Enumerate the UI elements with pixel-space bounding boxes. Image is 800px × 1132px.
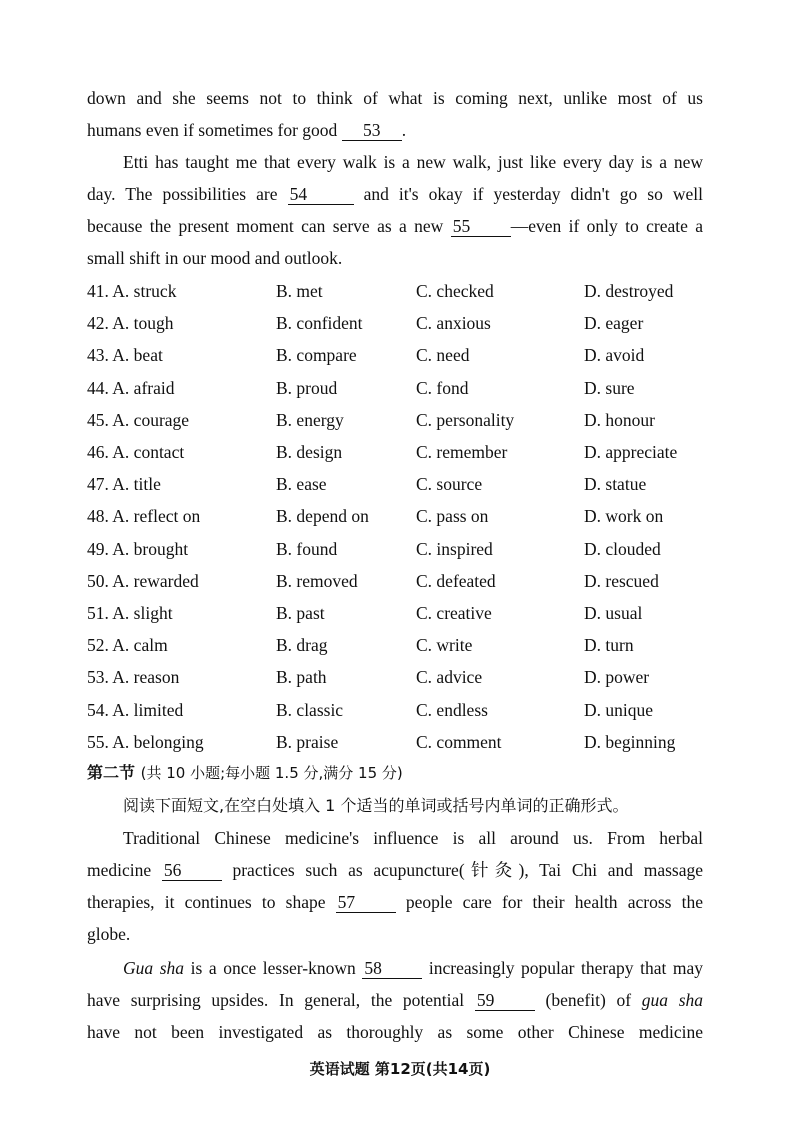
option-b: B. met — [276, 281, 323, 301]
option-a: 54. A. limited — [87, 700, 184, 720]
option-a: 53. A. reason — [87, 667, 180, 687]
option-row — [87, 569, 703, 593]
passage-text: is a once lesser-known — [190, 958, 356, 978]
option-row — [87, 537, 703, 561]
passage-text: and it's okay if yesterday didn't go so well — [363, 184, 703, 204]
option-b: B. energy — [276, 410, 344, 430]
passage-line — [87, 988, 703, 1012]
passage-text: because the present moment can serve as a new — [87, 216, 444, 236]
option-a: 48. A. reflect on — [87, 506, 201, 526]
passage-line — [87, 890, 703, 914]
option-d: D. rescued — [584, 571, 659, 591]
passage-line — [87, 182, 703, 206]
passage-line — [123, 956, 703, 980]
passage-line — [87, 214, 703, 238]
passage-line — [87, 858, 703, 882]
option-row — [87, 279, 703, 303]
option-b: B. confident — [276, 313, 363, 333]
passage-text: practices such as acupuncture(针灸), Tai Chi and massage — [232, 860, 704, 880]
passage-text: (benefit) of — [545, 990, 632, 1010]
option-a: 51. A. slight — [87, 603, 173, 623]
blank-58: 58 — [362, 958, 422, 979]
option-row — [87, 343, 703, 367]
option-a: 52. A. calm — [87, 635, 168, 655]
passage-text: people care for their health across the — [405, 892, 704, 912]
option-b: B. removed — [276, 571, 358, 591]
option-row — [87, 730, 703, 754]
option-b: B. past — [276, 603, 325, 623]
option-row — [87, 665, 703, 689]
option-d: D. avoid — [584, 345, 645, 365]
passage-text: . — [401, 120, 407, 140]
option-d: D. turn — [584, 635, 634, 655]
option-a: 45. A. courage — [87, 410, 190, 430]
option-a: 55. A. belonging — [87, 732, 204, 752]
blank-57: 57 — [336, 892, 396, 913]
option-d: D. appreciate — [584, 442, 678, 462]
option-row — [87, 698, 703, 722]
option-c: C. personality — [416, 410, 515, 430]
option-a: 50. A. rewarded — [87, 571, 199, 591]
section-instruction: 阅读下面短文,在空白处填入 1 个适当的单词或括号内单词的正确形式。 — [123, 796, 629, 815]
option-d: D. eager — [584, 313, 644, 333]
option-c: C. need — [416, 345, 470, 365]
option-d: D. honour — [584, 410, 655, 430]
blank-59: 59 — [475, 990, 535, 1011]
option-a: 41. A. struck — [87, 281, 177, 301]
option-a: 49. A. brought — [87, 539, 189, 559]
option-c: C. endless — [416, 700, 488, 720]
section-heading — [87, 761, 403, 785]
option-b: B. drag — [276, 635, 328, 655]
option-c: C. checked — [416, 281, 494, 301]
blank-55: 55 — [451, 216, 511, 237]
option-d: D. clouded — [584, 539, 661, 559]
option-row — [87, 633, 703, 657]
passage-text: have surprising upsides. In general, the potential — [87, 990, 465, 1010]
option-c: C. source — [416, 474, 483, 494]
option-row — [87, 440, 703, 464]
option-d: D. work on — [584, 506, 664, 526]
option-row — [87, 376, 703, 400]
option-a: 44. A. afraid — [87, 378, 175, 398]
option-b: B. praise — [276, 732, 339, 752]
section-title: 第二节 — [87, 763, 136, 782]
passage-italic: gua sha — [641, 990, 704, 1010]
option-b: B. found — [276, 539, 338, 559]
option-c: C. defeated — [416, 571, 496, 591]
passage-italic: Gua sha — [123, 958, 185, 978]
option-row — [87, 472, 703, 496]
passage-line — [87, 118, 703, 142]
passage-line: small shift in our mood and outlook. — [87, 248, 343, 268]
passage-line: Etti has taught me that every walk is a new walk, just like every day is a new — [123, 152, 703, 172]
option-c: C. anxious — [416, 313, 491, 333]
option-c: C. advice — [416, 667, 483, 687]
option-b: B. depend on — [276, 506, 369, 526]
blank-56: 56 — [162, 860, 222, 881]
passage-text: —even if only to create a — [510, 216, 704, 236]
blank-53: 53 — [342, 120, 402, 141]
option-c: C. fond — [416, 378, 469, 398]
option-row — [87, 408, 703, 432]
option-c: C. inspired — [416, 539, 493, 559]
option-a: 46. A. contact — [87, 442, 185, 462]
option-a: 43. A. beat — [87, 345, 163, 365]
blank-54: 54 — [288, 184, 354, 205]
option-row — [87, 601, 703, 625]
passage-line: down and she seems not to think of what is coming next, unlike most of us — [87, 88, 703, 108]
option-c: C. comment — [416, 732, 502, 752]
passage-text: day. The possibilities are — [87, 184, 278, 204]
passage-line: globe. — [87, 924, 131, 944]
option-d: D. power — [584, 667, 650, 687]
passage-line: Traditional Chinese medicine's influence is all around us. From herbal — [123, 828, 703, 848]
option-b: B. design — [276, 442, 343, 462]
option-c: C. creative — [416, 603, 492, 623]
page-footer: 英语试题 第12页(共14页) — [309, 1060, 491, 1078]
passage-text: therapies, it continues to shape — [87, 892, 326, 912]
option-b: B. path — [276, 667, 327, 687]
passage-text: medicine — [87, 860, 152, 880]
option-row — [87, 504, 703, 528]
passage-text: increasingly popular therapy that may — [428, 958, 704, 978]
option-b: B. ease — [276, 474, 327, 494]
option-d: D. unique — [584, 700, 654, 720]
option-d: D. beginning — [584, 732, 676, 752]
option-row — [87, 311, 703, 335]
option-c: C. remember — [416, 442, 508, 462]
option-b: B. compare — [276, 345, 357, 365]
option-a: 47. A. title — [87, 474, 161, 494]
passage-line: have not been investigated as thoroughly as some other Chinese medicine — [87, 1022, 703, 1042]
option-d: D. destroyed — [584, 281, 674, 301]
option-d: D. sure — [584, 378, 635, 398]
option-d: D. usual — [584, 603, 643, 623]
option-d: D. statue — [584, 474, 647, 494]
option-c: C. pass on — [416, 506, 489, 526]
option-b: B. proud — [276, 378, 338, 398]
option-a: 42. A. tough — [87, 313, 174, 333]
option-c: C. write — [416, 635, 473, 655]
section-note: (共 10 小题;每小题 1.5 分,满分 15 分) — [140, 764, 403, 782]
option-b: B. classic — [276, 700, 344, 720]
passage-text: humans even if sometimes for good — [87, 120, 338, 140]
